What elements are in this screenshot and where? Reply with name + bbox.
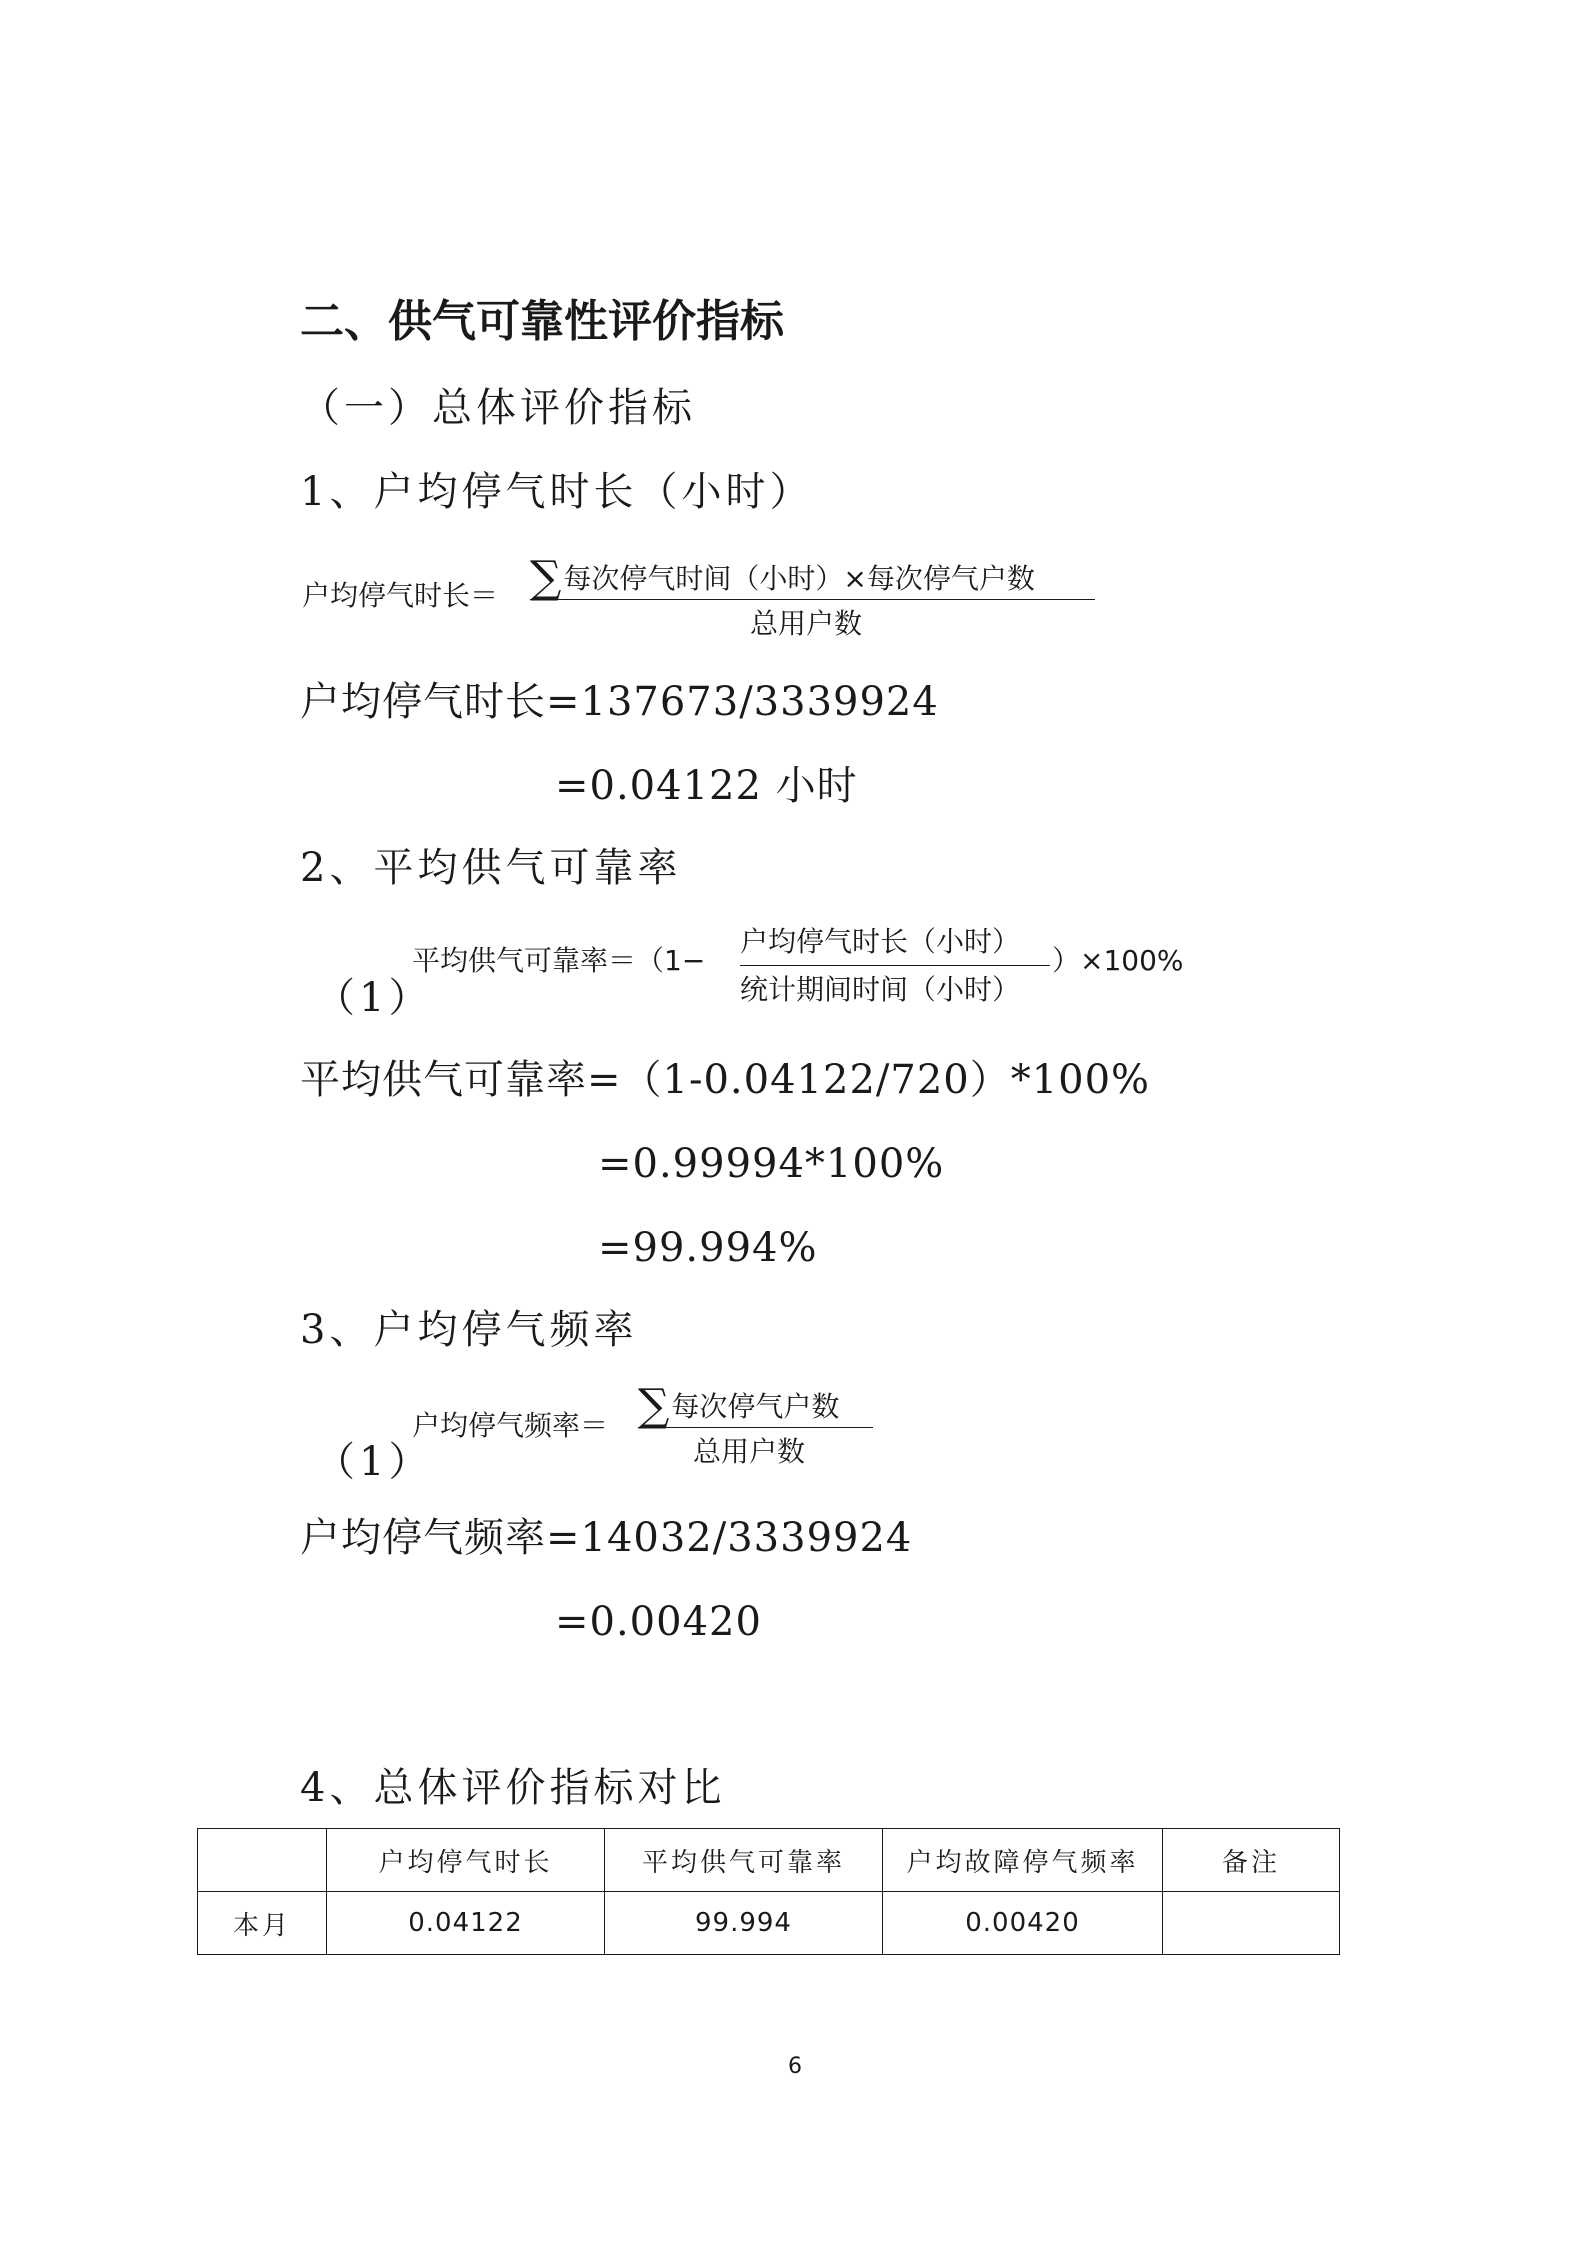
table-cell: 0.04122: [327, 1892, 605, 1955]
table-header-cell: 备注: [1163, 1829, 1340, 1892]
section-heading: 二、供气可靠性评价指标: [300, 296, 784, 347]
formula-1-fraction: [530, 552, 1095, 642]
subsection-heading: （一）总体评价指标: [300, 385, 696, 431]
formula-3-fraction: [638, 1380, 873, 1470]
formula-2-numerator: 户均停气时长（小时）: [740, 925, 1021, 958]
table-row: [198, 1892, 1340, 1955]
formula-1-numerator: 每次停气时间（小时）×每次停气户数: [563, 562, 1035, 595]
formula-2-tail: ）×100%: [1052, 944, 1184, 977]
formula-2-fraction: [740, 925, 1050, 1008]
formula-2-denominator: 统计期间时间（小时）: [740, 973, 1021, 1006]
item-1-calc-line2: =0.04122 小时: [555, 763, 858, 809]
page-number: 6: [788, 2054, 802, 2079]
formula-3-denominator: 总用户数: [693, 1435, 806, 1468]
item-2-calc-line3: =99.994%: [598, 1225, 818, 1271]
formula-1-denominator: 总用户数: [750, 607, 863, 640]
table-cell: 99.994: [605, 1892, 883, 1955]
table-header-cell: 平均供气可靠率: [605, 1829, 883, 1892]
table-cell: 0.00420: [883, 1892, 1163, 1955]
item-3-sub-label: （1）: [315, 1439, 433, 1485]
item-3-calc-line1: 户均停气频率=14032/3339924: [300, 1515, 913, 1561]
item-2-calc-line2: =0.99994*100%: [598, 1141, 945, 1187]
comparison-table: [197, 1828, 1340, 1955]
item-2-sub-label: （1）: [315, 975, 433, 1021]
item-2-title: 2、平均供气可靠率: [300, 845, 682, 891]
table-cell: 本月: [198, 1892, 327, 1955]
formula-1-lhs: 户均停气时长＝: [302, 579, 499, 612]
item-1-calc-line1: 户均停气时长=137673/3339924: [300, 679, 939, 725]
item-3-calc-line2: =0.00420: [555, 1599, 762, 1645]
formula-3-numerator: 每次停气户数: [671, 1390, 840, 1423]
table-header-cell: 户均停气时长: [327, 1829, 605, 1892]
formula-3-lhs: 户均停气频率＝: [412, 1409, 609, 1442]
item-2-calc-line1: 平均供气可靠率=（1-0.04122/720）*100%: [300, 1057, 1151, 1103]
table-header-cell: [198, 1829, 327, 1892]
table-header-row: [198, 1829, 1340, 1892]
sigma-symbol: ∑: [638, 1380, 670, 1431]
item-3-title: 3、户均停气频率: [300, 1307, 638, 1353]
sigma-symbol: ∑: [530, 552, 562, 603]
table-header-cell: 户均故障停气频率: [883, 1829, 1163, 1892]
item-1-title: 1、户均停气时长（小时）: [300, 469, 814, 515]
item-4-title: 4、总体评价指标对比: [300, 1765, 726, 1811]
table-cell: [1163, 1892, 1340, 1955]
formula-2-lhs: 平均供气可靠率＝（1−: [412, 944, 706, 977]
